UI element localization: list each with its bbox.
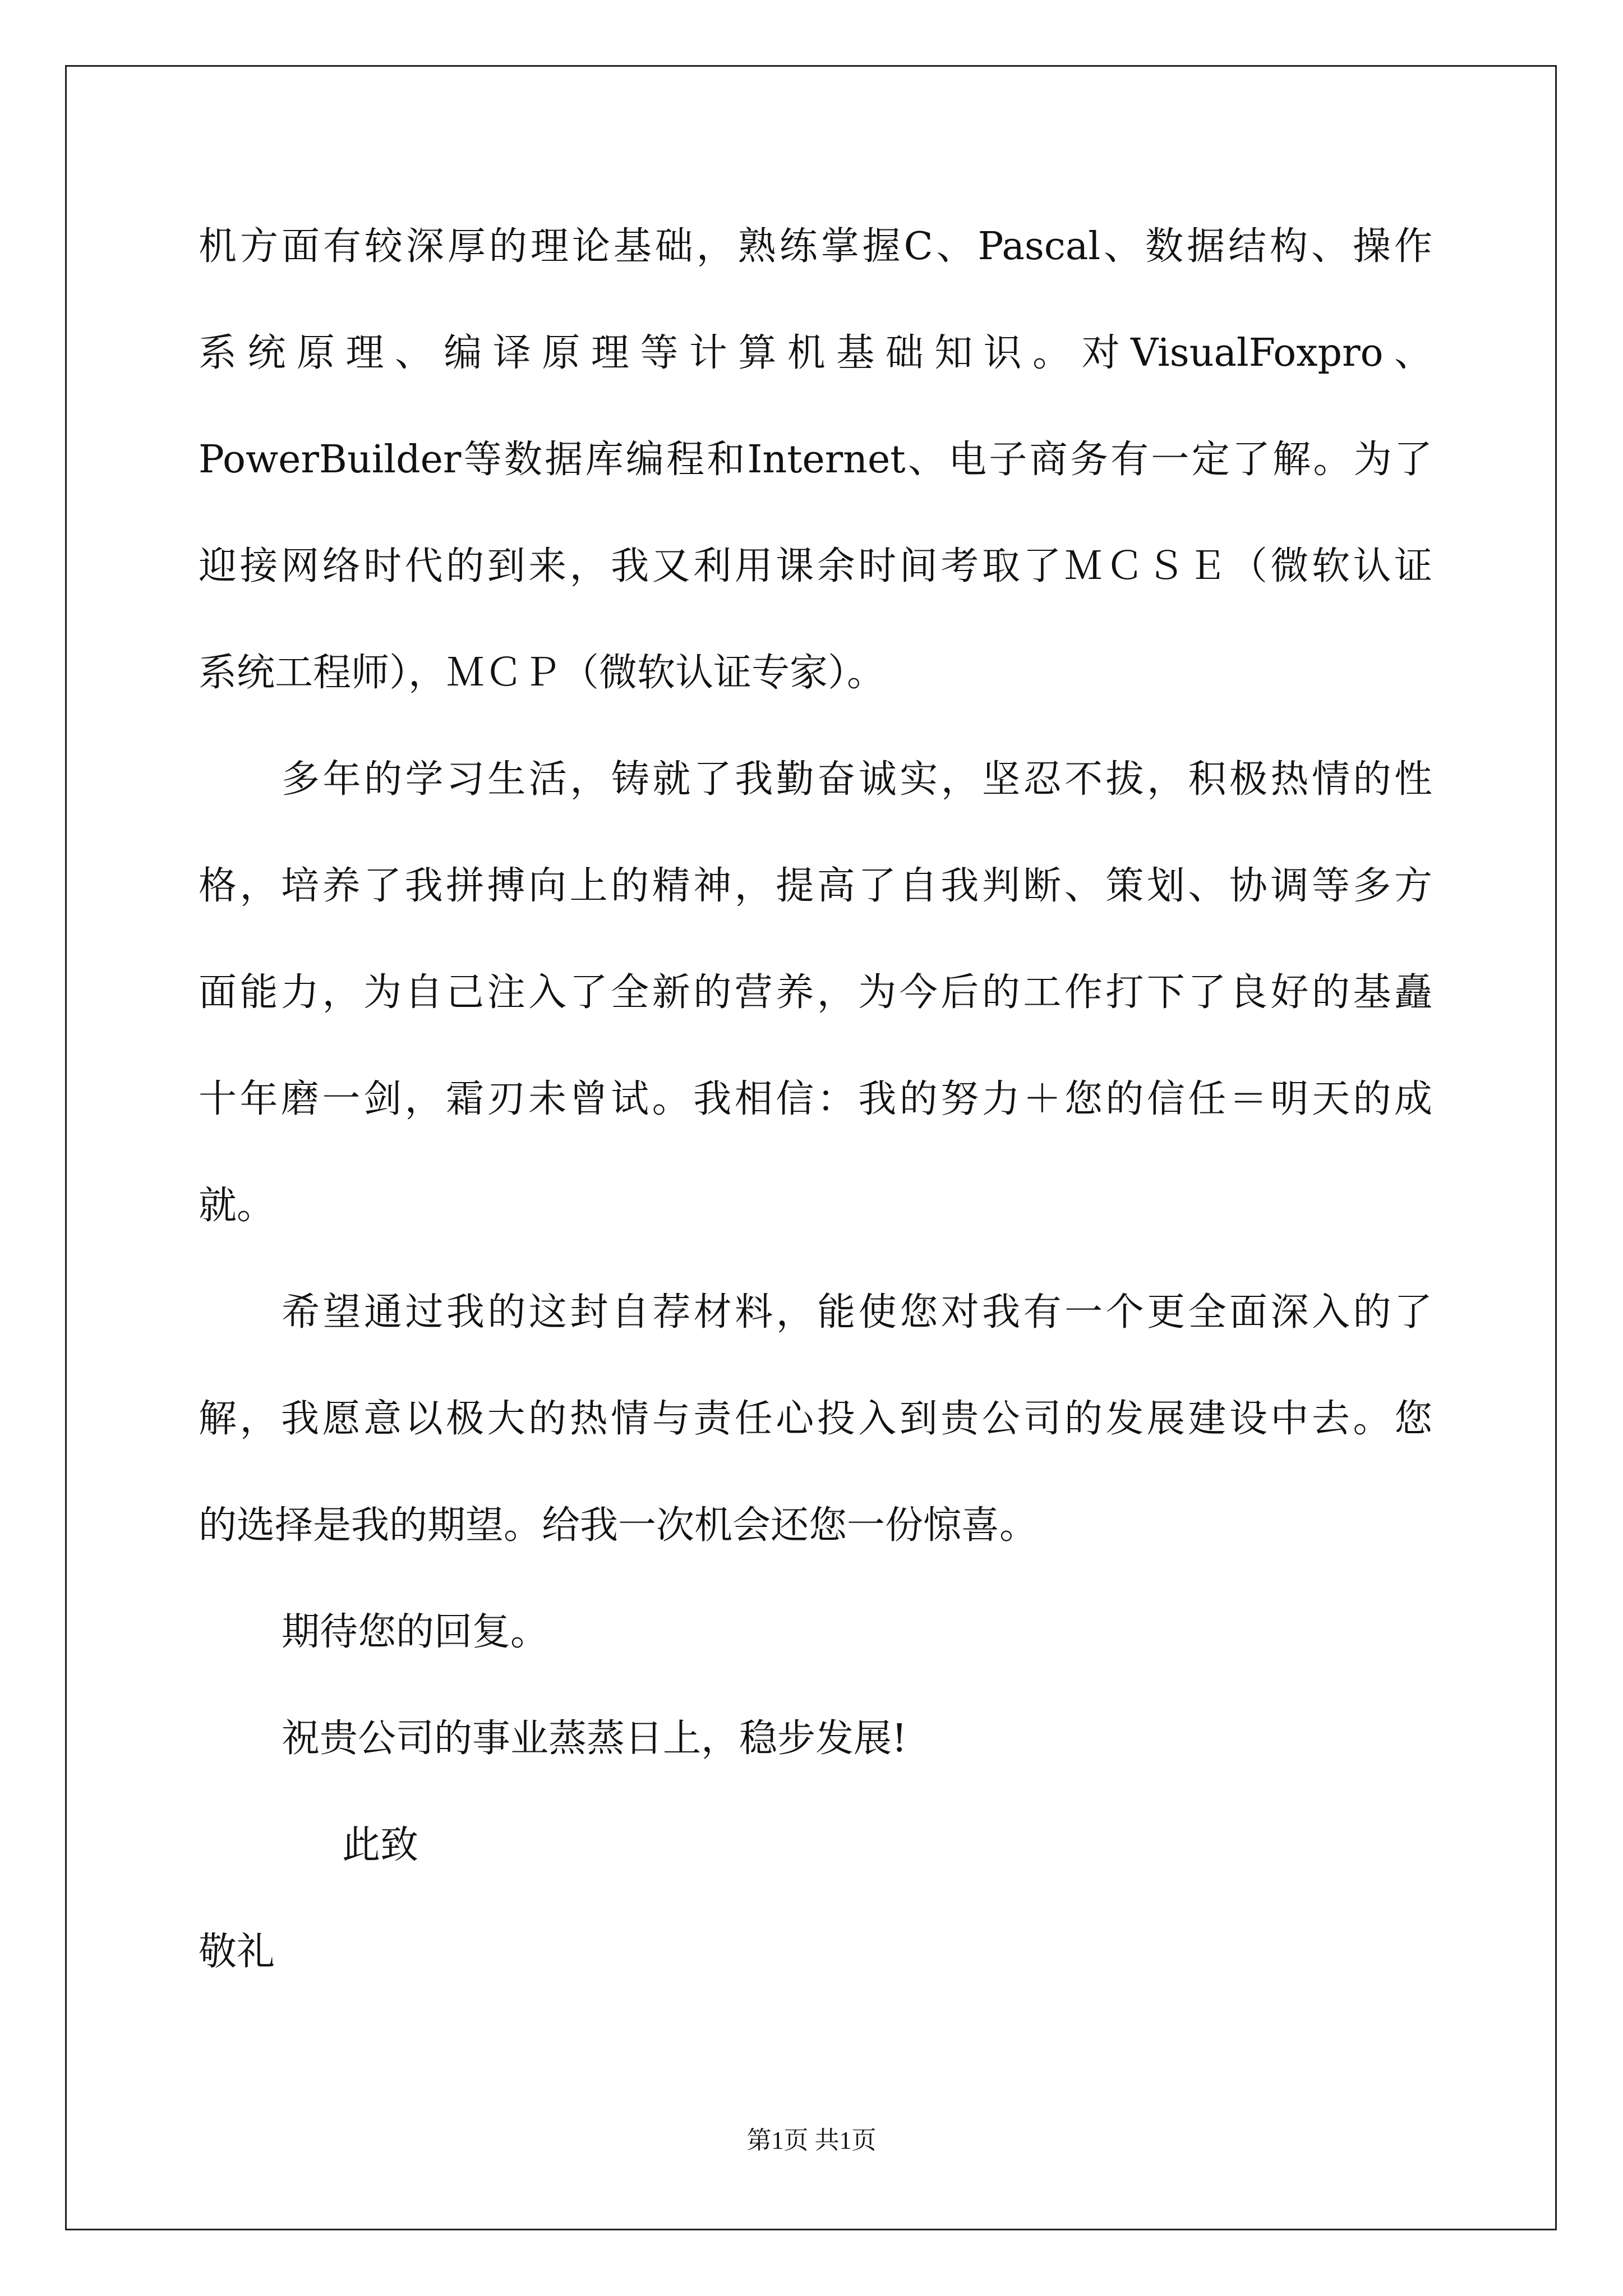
paragraph-line: PowerBuilder等数据库编程和Internet、电子商务有一定了解。为了 — [199, 438, 1432, 482]
paragraph-line: 迎接网络时代的到来，我又利用课余时间考取了ＭＣＳＥ（微软认证 — [199, 544, 1432, 588]
page-border — [65, 65, 1557, 2230]
paragraph-line: 希望通过我的这封自荐材料，能使您对我有一个更全面深入的了 — [282, 1290, 1432, 1335]
paragraph-line: 系统工程师），ＭＣＰ（微软认证专家）。 — [199, 651, 886, 695]
paragraph-line: 十年磨一剑，霜刃未曾试。我相信：我的努力＋您的信任＝明天的成 — [199, 1077, 1432, 1121]
paragraph-line: 的选择是我的期望。给我一次机会还您一份惊喜。 — [199, 1503, 1038, 1548]
paragraph-line: 系统原理、编译原理等计算机基础知识。对VisualFoxpro、 — [199, 331, 1432, 375]
paragraph-line: 解，我愿意以极大的热情与责任心投入到贵公司的发展建设中去。您 — [199, 1397, 1432, 1441]
closing-line: 祝贵公司的事业蒸蒸日上，稳步发展! — [282, 1717, 907, 1761]
paragraph-line: 面能力，为自己注入了全新的营养，为今后的工作打下了良好的基矗 — [199, 970, 1432, 1015]
paragraph-line: 格，培养了我拼搏向上的精神，提高了自我判断、策划、协调等多方 — [199, 864, 1432, 908]
page-footer: 第1页 共1页 — [746, 2127, 877, 2154]
paragraph-line: 机方面有较深厚的理论基础，熟练掌握C、Pascal、数据结构、操作 — [199, 224, 1432, 269]
closing-line: 期待您的回复。 — [282, 1610, 549, 1654]
paragraph-line: 多年的学习生活，铸就了我勤奋诚实，坚忍不拔，积极热情的性 — [282, 757, 1432, 802]
salutation-line: 敬礼 — [199, 1930, 275, 1974]
paragraph-line: 就。 — [199, 1184, 275, 1228]
salutation-line: 此致 — [342, 1823, 419, 1867]
